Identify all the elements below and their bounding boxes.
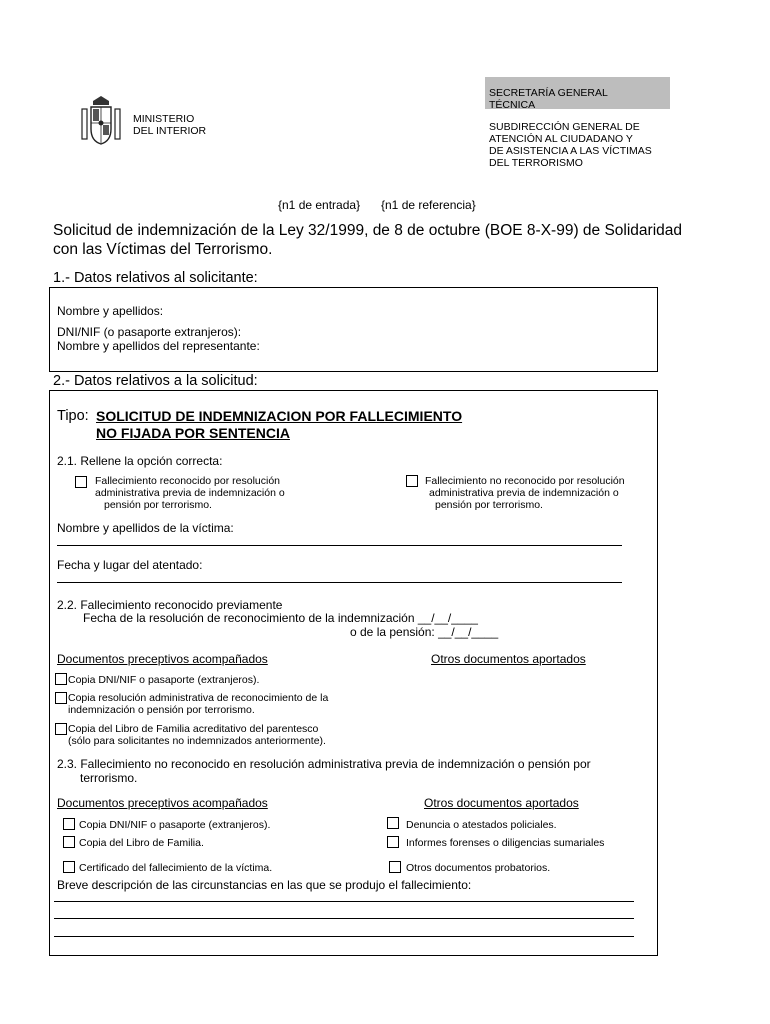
secretaria-label: SECRETARÍA GENERAL TÉCNICA [489, 87, 608, 111]
s23-doc-otros-checkbox[interactable] [389, 861, 401, 873]
attack-date-label: Fecha y lugar del atentado: [57, 558, 203, 572]
description-line-2[interactable] [54, 918, 634, 919]
representative-name-field[interactable]: Nombre y apellidos del representante: [57, 339, 260, 353]
ministry-name: MINISTERIO DEL INTERIOR [133, 113, 207, 137]
s23-doc-certificado-checkbox[interactable] [63, 861, 75, 873]
option-left-checkbox[interactable] [75, 476, 87, 488]
tipo-value: SOLICITUD DE INDEMNIZACION POR FALLECIMIENTO NO FIJADA POR SENTENCIA [96, 408, 463, 441]
s23-title: 2.3. Fallecimiento no reconocido en resolución administrativa previa de indemnización o pensión por terrorismo. [57, 757, 591, 785]
s22-indemnization-date[interactable]: Fecha de la resolución de reconocimiento de la indemnización __/__/____ [83, 611, 478, 625]
s23-doc-informes-checkbox[interactable] [387, 836, 399, 848]
rellene-label: 2.1. Rellene la opción correcta: [57, 454, 223, 468]
attack-date-line[interactable] [57, 582, 622, 583]
subdireccion-label: SUBDIRECCIÓN GENERAL DE ATENCIÓN AL CIUDADANO Y DE ASISTENCIA A LAS VÍCTIMAS DEL TERRORISMO [489, 121, 652, 169]
s22-title: 2.2. Fallecimiento reconocido previamente [57, 598, 283, 612]
entry-number: {n1 de entrada} [278, 198, 361, 212]
victim-name-line[interactable] [57, 545, 622, 546]
s22-doc-resolucion-label: Copia resolución administrativa de reconocimiento de la indemnización o pensión por terrorismo. [68, 692, 329, 716]
s23-doc-informes-label: Informes forenses o diligencias sumariales [406, 837, 605, 849]
description-line-3[interactable] [54, 936, 634, 937]
section2-heading: 2.- Datos relativos a la solicitud: [53, 373, 258, 389]
s23-doc-otros-label: Otros documentos probatorios. [406, 862, 551, 874]
breve-label: Breve descripción de las circunstancias en las que se produjo el fallecimiento: [57, 878, 472, 892]
s22-docs-required-heading: Documentos preceptivos acompañados [57, 652, 268, 666]
s23-docs-required-heading: Documentos preceptivos acompañados [57, 796, 268, 810]
s23-doc-dni-checkbox[interactable] [63, 818, 75, 830]
s22-doc-dni-label: Copia DNI/NIF o pasaporte (extranjeros). [68, 674, 260, 686]
tipo-label: Tipo: [57, 408, 89, 424]
s23-doc-certificado-label: Certificado del fallecimiento de la víctima. [79, 862, 273, 874]
s23-doc-denuncia-checkbox[interactable] [387, 817, 399, 829]
applicant-name-field[interactable]: Nombre y apellidos: [57, 304, 164, 318]
s23-doc-dni-label: Copia DNI/NIF o pasaporte (extranjeros). [79, 819, 271, 831]
form-title: Solicitud de indemnización de la Ley 32/1999, de 8 de octubre (BOE 8-X-99) de Solidaridad con las Víctimas del Terrorismo. [53, 222, 683, 258]
s23-doc-libro-checkbox[interactable] [63, 836, 75, 848]
coat-of-arms-icon [80, 95, 122, 147]
s22-pension-date[interactable]: o de la pensión: __/__/____ [350, 625, 499, 639]
victim-name-label: Nombre y apellidos de la víctima: [57, 521, 234, 535]
reference-number: {n1 de referencia} [381, 198, 476, 212]
option-right-checkbox[interactable] [406, 475, 418, 487]
s22-docs-other-heading: Otros documentos aportados [431, 652, 586, 666]
s23-doc-denuncia-label: Denuncia o atestados policiales. [406, 819, 557, 831]
applicant-id-field[interactable]: DNI/NIF (o pasaporte extranjeros): [57, 325, 242, 339]
s23-docs-other-heading: Otros documentos aportados [424, 796, 579, 810]
s23-doc-libro-label: Copia del Libro de Familia. [79, 837, 204, 849]
option-right-label: Fallecimiento no reconocido por resolución administrativa previa de indemnización o pensión por terrorismo. [425, 475, 625, 511]
s22-doc-libro-checkbox[interactable] [55, 723, 67, 735]
s22-doc-libro-label: Copia del Libro de Familia acreditativo del parentesco (sólo para solicitantes no indemnizados anteriormente). [68, 723, 326, 747]
s22-doc-resolucion-checkbox[interactable] [55, 692, 67, 704]
option-left-label: Fallecimiento reconocido por resolución administrativa previa de indemnización o pensión por terrorismo. [95, 475, 285, 511]
description-line-1[interactable] [54, 901, 634, 902]
s22-doc-dni-checkbox[interactable] [55, 673, 67, 685]
section1-heading: 1.- Datos relativos al solicitante: [53, 270, 258, 286]
